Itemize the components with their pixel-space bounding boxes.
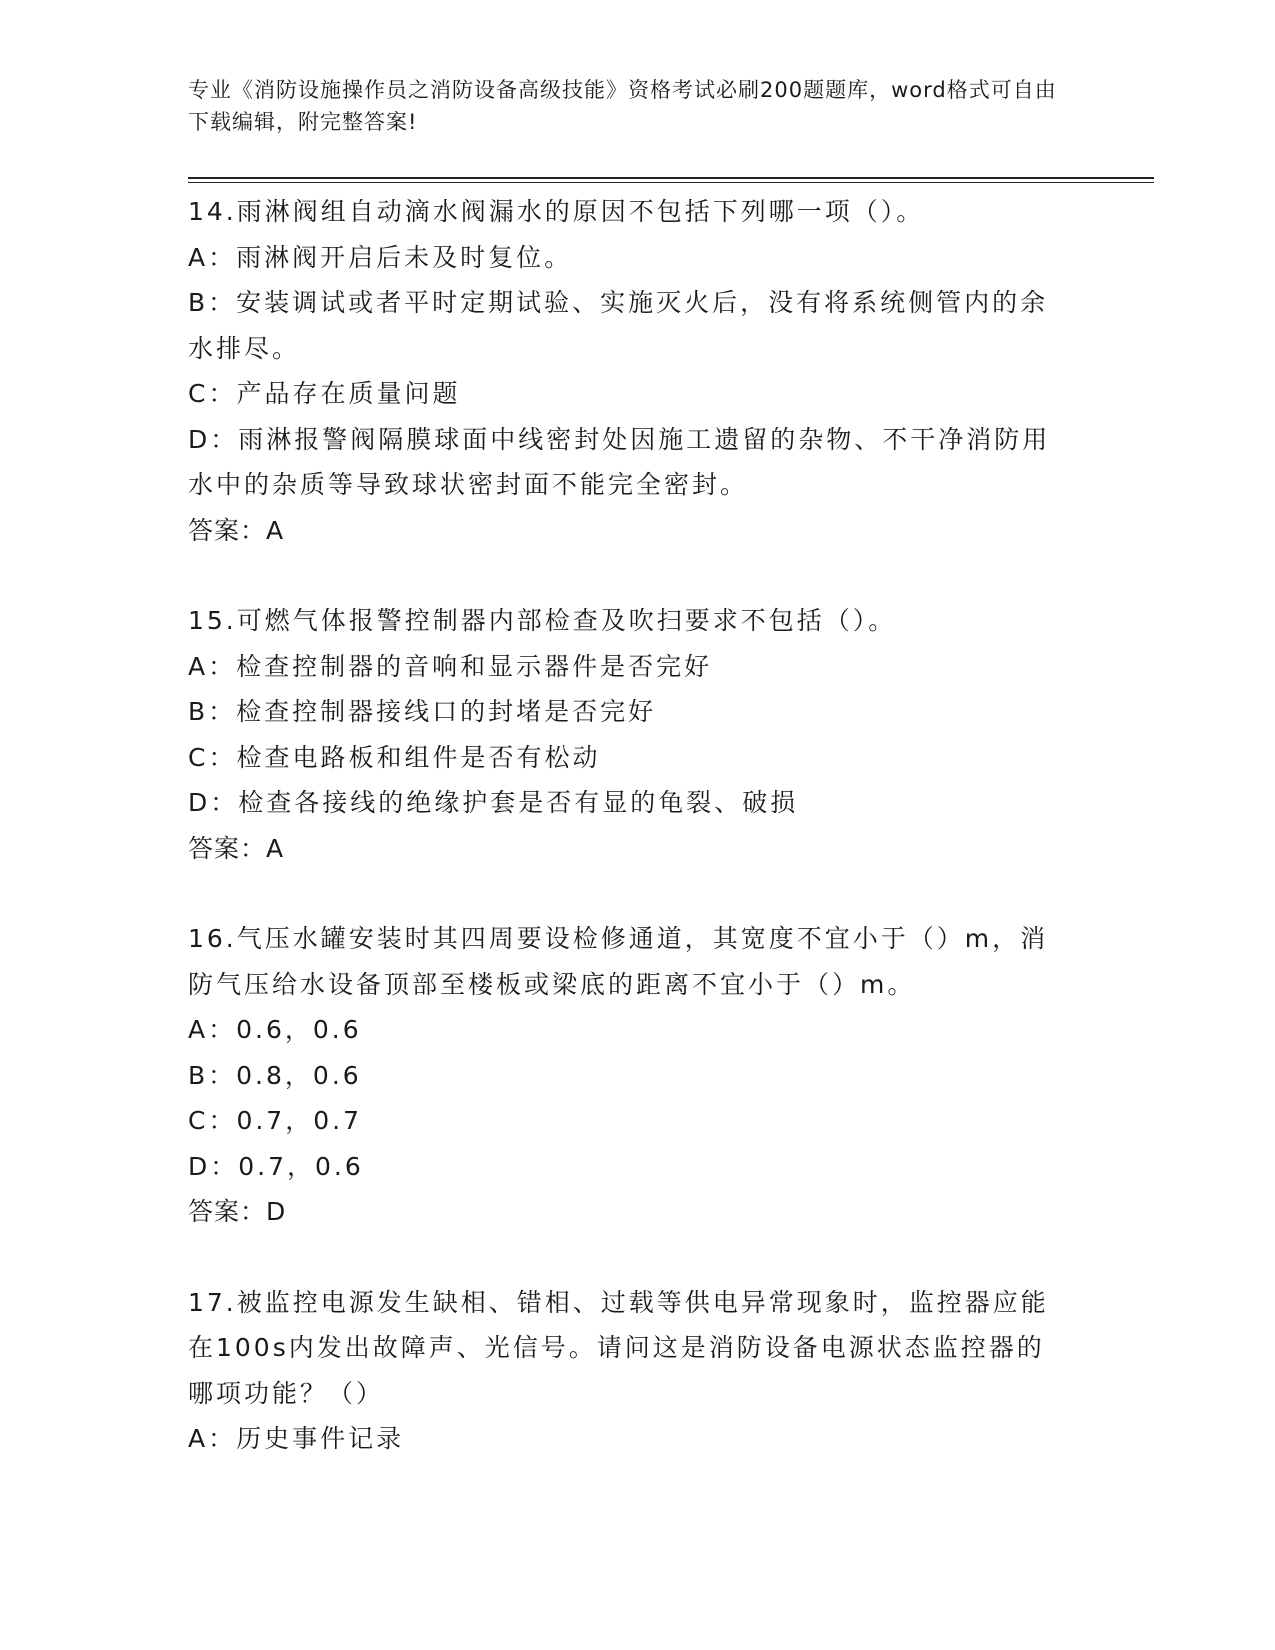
option-b: B：安装调试或者平时定期试验、实施灭火后，没有将系统侧管内的余水排尽。 [188, 288, 1049, 363]
answer-line: 答案：D [188, 1197, 287, 1226]
option-c: C：0.7，0.7 [188, 1106, 362, 1135]
question-block [188, 598, 1068, 871]
question-block [188, 189, 1068, 553]
option-a: A：历史事件记录 [188, 1424, 405, 1453]
question-stem: 16.气压水罐安装时其四周要设检修通道，其宽度不宜小于（）m，消防气压给水设备顶部至楼板或梁底的距离不宜小于（）m。 [188, 924, 1049, 999]
option-c: C：产品存在质量问题 [188, 379, 461, 408]
question-stem: 15.可燃气体报警控制器内部检查及吹扫要求不包括（）。 [188, 606, 897, 635]
question-stem: 17.被监控电源发生缺相、错相、过载等供电异常现象时，监控器应能在100s内发出故障声、光信号。请问这是消防设备电源状态监控器的哪项功能？（） [188, 1287, 1049, 1408]
answer-line: 答案：A [188, 515, 285, 545]
header-divider [188, 177, 1154, 179]
answer-line: 答案：A [188, 833, 285, 863]
question-stem: 14.雨淋阀组自动滴水阀漏水的原因不包括下列哪一项（）。 [188, 197, 925, 226]
header-divider-thin [188, 182, 1154, 183]
option-a: A：雨淋阀开启后未及时复位。 [188, 242, 573, 272]
option-b: B：检查控制器接线口的封堵是否完好 [188, 697, 657, 726]
option-d: D：0.7，0.6 [188, 1151, 364, 1181]
question-block [188, 1280, 1068, 1462]
option-d: D：雨淋报警阀隔膜球面中线密封处因施工遗留的杂物、不干净消防用水中的杂质等导致球状密封面不能完全密封。 [188, 424, 1051, 499]
option-c: C：检查电路板和组件是否有松动 [188, 742, 601, 772]
question-block [188, 916, 1068, 1235]
option-d: D：检查各接线的绝缘护套是否有显的龟裂、破损 [188, 788, 799, 817]
option-a: A：0.6，0.6 [188, 1015, 362, 1044]
document-header: 专业《消防设施操作员之消防设备高级技能》资格考试必刷200题题库，word格式可自由下载编辑，附完整答案! [188, 78, 1057, 134]
option-b: B：0.8，0.6 [188, 1060, 362, 1090]
question-list [188, 189, 1068, 1462]
option-a: A：检查控制器的音响和显示器件是否完好 [188, 651, 713, 681]
